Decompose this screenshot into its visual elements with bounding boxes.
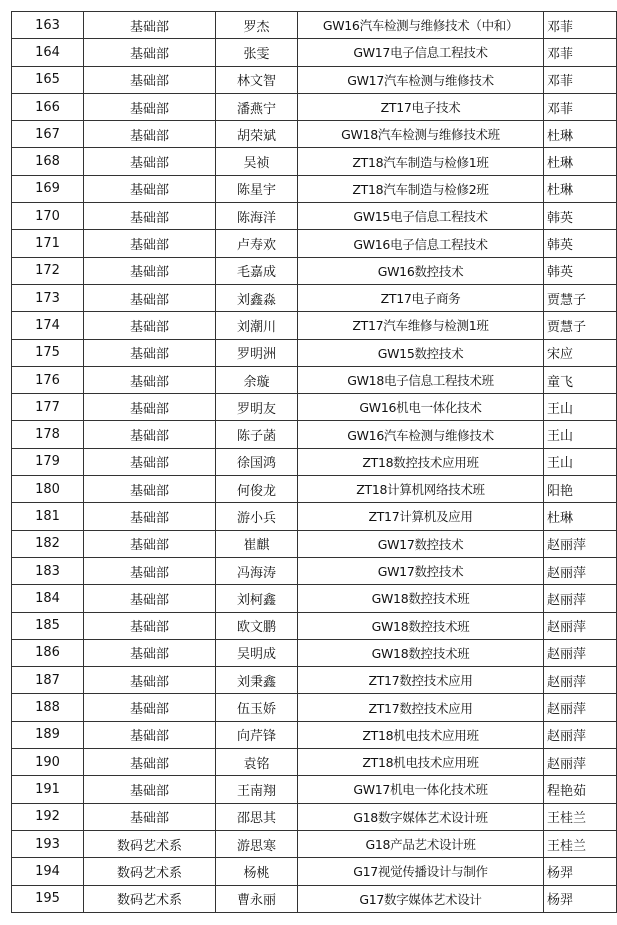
department-cell: 基础部 <box>84 448 216 475</box>
student-name-cell: 冯海涛 <box>216 557 298 584</box>
student-name-cell: 吴祯 <box>216 148 298 175</box>
row-number-cell: 178 <box>12 421 84 448</box>
department-cell: 基础部 <box>84 230 216 257</box>
class-name-cell: ZT17电子商务 <box>298 284 544 311</box>
teacher-cell: 赵丽萍 <box>544 585 617 612</box>
department-cell: 基础部 <box>84 121 216 148</box>
department-cell: 基础部 <box>84 12 216 39</box>
table-row <box>12 667 617 694</box>
table-row <box>12 366 617 393</box>
class-name-cell: ZT17数控技术应用 <box>298 667 544 694</box>
teacher-cell: 王山 <box>544 421 617 448</box>
row-number-cell: 188 <box>12 694 84 721</box>
table-row <box>12 639 617 666</box>
table-row <box>12 257 617 284</box>
student-table <box>11 11 617 913</box>
student-name-cell: 卢寿欢 <box>216 230 298 257</box>
class-name-cell: GW17数控技术 <box>298 530 544 557</box>
department-cell: 基础部 <box>84 503 216 530</box>
table-row <box>12 39 617 66</box>
student-name-cell: 吴明成 <box>216 639 298 666</box>
row-number-cell: 169 <box>12 175 84 202</box>
row-number-cell: 170 <box>12 203 84 230</box>
student-name-cell: 曹永丽 <box>216 885 298 912</box>
class-name-cell: ZT18数控技术应用班 <box>298 448 544 475</box>
teacher-cell: 赵丽萍 <box>544 612 617 639</box>
row-number-cell: 189 <box>12 721 84 748</box>
row-number-cell: 167 <box>12 121 84 148</box>
department-cell: 数码艺术系 <box>84 885 216 912</box>
row-number-cell: 195 <box>12 885 84 912</box>
row-number-cell: 182 <box>12 530 84 557</box>
student-name-cell: 欧文鹏 <box>216 612 298 639</box>
teacher-cell: 邓菲 <box>544 12 617 39</box>
teacher-cell: 王山 <box>544 394 617 421</box>
teacher-cell: 王山 <box>544 448 617 475</box>
table-row <box>12 93 617 120</box>
student-name-cell: 余璇 <box>216 366 298 393</box>
class-name-cell: GW17汽车检测与维修技术 <box>298 66 544 93</box>
class-name-cell: GW17机电一体化技术班 <box>298 776 544 803</box>
student-name-cell: 徐国鸿 <box>216 448 298 475</box>
class-name-cell: ZT18计算机网络技术班 <box>298 476 544 503</box>
teacher-cell: 贾慧子 <box>544 312 617 339</box>
student-name-cell: 王南翔 <box>216 776 298 803</box>
teacher-cell: 杜琳 <box>544 121 617 148</box>
teacher-cell: 邓菲 <box>544 39 617 66</box>
department-cell: 基础部 <box>84 203 216 230</box>
class-name-cell: GW16电子信息工程技术 <box>298 230 544 257</box>
row-number-cell: 185 <box>12 612 84 639</box>
table-row <box>12 530 617 557</box>
table-row <box>12 476 617 503</box>
teacher-cell: 韩英 <box>544 203 617 230</box>
class-name-cell: ZT18机电技术应用班 <box>298 721 544 748</box>
class-name-cell: G18数字媒体艺术设计班 <box>298 803 544 830</box>
department-cell: 基础部 <box>84 312 216 339</box>
student-name-cell: 林文智 <box>216 66 298 93</box>
row-number-cell: 190 <box>12 749 84 776</box>
teacher-cell: 贾慧子 <box>544 284 617 311</box>
class-name-cell: GW17电子信息工程技术 <box>298 39 544 66</box>
student-name-cell: 潘燕宁 <box>216 93 298 120</box>
class-name-cell: G17数字媒体艺术设计 <box>298 885 544 912</box>
student-name-cell: 毛嘉成 <box>216 257 298 284</box>
class-name-cell: GW16机电一体化技术 <box>298 394 544 421</box>
teacher-cell: 程艳茹 <box>544 776 617 803</box>
class-name-cell: GW17数控技术 <box>298 557 544 584</box>
class-name-cell: ZT17数控技术应用 <box>298 694 544 721</box>
class-name-cell: ZT17电子技术 <box>298 93 544 120</box>
teacher-cell: 赵丽萍 <box>544 694 617 721</box>
department-cell: 基础部 <box>84 421 216 448</box>
row-number-cell: 180 <box>12 476 84 503</box>
student-name-cell: 游思寒 <box>216 830 298 857</box>
department-cell: 基础部 <box>84 585 216 612</box>
department-cell: 基础部 <box>84 667 216 694</box>
table-row <box>12 749 617 776</box>
teacher-cell: 宋应 <box>544 339 617 366</box>
class-name-cell: ZT18汽车制造与检修2班 <box>298 175 544 202</box>
teacher-cell: 赵丽萍 <box>544 667 617 694</box>
class-name-cell: GW18电子信息工程技术班 <box>298 366 544 393</box>
student-name-cell: 邵思其 <box>216 803 298 830</box>
class-name-cell: ZT17计算机及应用 <box>298 503 544 530</box>
department-cell: 基础部 <box>84 66 216 93</box>
class-name-cell: GW16汽车检测与维修技术（中和） <box>298 12 544 39</box>
class-name-cell: ZT18机电技术应用班 <box>298 749 544 776</box>
department-cell: 基础部 <box>84 530 216 557</box>
table-row <box>12 885 617 912</box>
table-row <box>12 694 617 721</box>
table-row <box>12 612 617 639</box>
row-number-cell: 183 <box>12 557 84 584</box>
student-name-cell: 刘鑫淼 <box>216 284 298 311</box>
row-number-cell: 179 <box>12 448 84 475</box>
teacher-cell: 邓菲 <box>544 66 617 93</box>
row-number-cell: 191 <box>12 776 84 803</box>
department-cell: 基础部 <box>84 749 216 776</box>
teacher-cell: 王桂兰 <box>544 830 617 857</box>
class-name-cell: GW15数控技术 <box>298 339 544 366</box>
department-cell: 基础部 <box>84 476 216 503</box>
class-name-cell: GW18数控技术班 <box>298 585 544 612</box>
department-cell: 基础部 <box>84 803 216 830</box>
teacher-cell: 赵丽萍 <box>544 530 617 557</box>
student-name-cell: 陈子菡 <box>216 421 298 448</box>
teacher-cell: 杜琳 <box>544 503 617 530</box>
department-cell: 基础部 <box>84 175 216 202</box>
row-number-cell: 192 <box>12 803 84 830</box>
teacher-cell: 邓菲 <box>544 93 617 120</box>
row-number-cell: 174 <box>12 312 84 339</box>
department-cell: 基础部 <box>84 639 216 666</box>
student-name-cell: 何俊龙 <box>216 476 298 503</box>
row-number-cell: 175 <box>12 339 84 366</box>
department-cell: 基础部 <box>84 721 216 748</box>
class-name-cell: GW18数控技术班 <box>298 612 544 639</box>
table-row <box>12 721 617 748</box>
class-name-cell: ZT18汽车制造与检修1班 <box>298 148 544 175</box>
student-name-cell: 罗明友 <box>216 394 298 421</box>
table-row <box>12 121 617 148</box>
class-name-cell: GW16数控技术 <box>298 257 544 284</box>
teacher-cell: 杜琳 <box>544 175 617 202</box>
table-row <box>12 339 617 366</box>
row-number-cell: 168 <box>12 148 84 175</box>
row-number-cell: 172 <box>12 257 84 284</box>
table-row <box>12 448 617 475</box>
student-name-cell: 崔麒 <box>216 530 298 557</box>
table-row <box>12 503 617 530</box>
class-name-cell: ZT17汽车维修与检测1班 <box>298 312 544 339</box>
teacher-cell: 赵丽萍 <box>544 557 617 584</box>
table-row <box>12 585 617 612</box>
table-row <box>12 312 617 339</box>
student-name-cell: 刘柯鑫 <box>216 585 298 612</box>
student-name-cell: 罗杰 <box>216 12 298 39</box>
table-row <box>12 203 617 230</box>
table-row <box>12 557 617 584</box>
department-cell: 数码艺术系 <box>84 830 216 857</box>
teacher-cell: 杜琳 <box>544 148 617 175</box>
teacher-cell: 阳艳 <box>544 476 617 503</box>
department-cell: 基础部 <box>84 776 216 803</box>
row-number-cell: 186 <box>12 639 84 666</box>
row-number-cell: 176 <box>12 366 84 393</box>
student-name-cell: 胡荣斌 <box>216 121 298 148</box>
table-row <box>12 230 617 257</box>
class-name-cell: G18产品艺术设计班 <box>298 830 544 857</box>
row-number-cell: 171 <box>12 230 84 257</box>
student-name-cell: 游小兵 <box>216 503 298 530</box>
department-cell: 基础部 <box>84 394 216 421</box>
teacher-cell: 韩英 <box>544 257 617 284</box>
teacher-cell: 韩英 <box>544 230 617 257</box>
department-cell: 基础部 <box>84 284 216 311</box>
row-number-cell: 181 <box>12 503 84 530</box>
department-cell: 基础部 <box>84 93 216 120</box>
student-name-cell: 杨桃 <box>216 858 298 885</box>
student-name-cell: 向芹锋 <box>216 721 298 748</box>
teacher-cell: 王桂兰 <box>544 803 617 830</box>
department-cell: 基础部 <box>84 339 216 366</box>
student-name-cell: 罗明洲 <box>216 339 298 366</box>
row-number-cell: 173 <box>12 284 84 311</box>
table-row <box>12 421 617 448</box>
row-number-cell: 165 <box>12 66 84 93</box>
student-name-cell: 伍玉娇 <box>216 694 298 721</box>
teacher-cell: 赵丽萍 <box>544 721 617 748</box>
table-row <box>12 148 617 175</box>
student-name-cell: 陈星宇 <box>216 175 298 202</box>
table-row <box>12 66 617 93</box>
department-cell: 数码艺术系 <box>84 858 216 885</box>
table-row <box>12 175 617 202</box>
student-name-cell: 刘秉鑫 <box>216 667 298 694</box>
department-cell: 基础部 <box>84 257 216 284</box>
class-name-cell: GW16汽车检测与维修技术 <box>298 421 544 448</box>
department-cell: 基础部 <box>84 39 216 66</box>
teacher-cell: 童飞 <box>544 366 617 393</box>
teacher-cell: 赵丽萍 <box>544 639 617 666</box>
table-row <box>12 858 617 885</box>
department-cell: 基础部 <box>84 557 216 584</box>
row-number-cell: 184 <box>12 585 84 612</box>
row-number-cell: 194 <box>12 858 84 885</box>
class-name-cell: GW18数控技术班 <box>298 639 544 666</box>
row-number-cell: 187 <box>12 667 84 694</box>
table-row <box>12 803 617 830</box>
department-cell: 基础部 <box>84 612 216 639</box>
class-name-cell: GW18汽车检测与维修技术班 <box>298 121 544 148</box>
department-cell: 基础部 <box>84 366 216 393</box>
teacher-cell: 赵丽萍 <box>544 749 617 776</box>
row-number-cell: 177 <box>12 394 84 421</box>
row-number-cell: 163 <box>12 12 84 39</box>
row-number-cell: 166 <box>12 93 84 120</box>
table-row <box>12 830 617 857</box>
table-row <box>12 776 617 803</box>
teacher-cell: 杨羿 <box>544 858 617 885</box>
teacher-cell: 杨羿 <box>544 885 617 912</box>
department-cell: 基础部 <box>84 148 216 175</box>
row-number-cell: 164 <box>12 39 84 66</box>
department-cell: 基础部 <box>84 694 216 721</box>
row-number-cell: 193 <box>12 830 84 857</box>
table-row <box>12 394 617 421</box>
class-name-cell: GW15电子信息工程技术 <box>298 203 544 230</box>
table-row <box>12 284 617 311</box>
student-name-cell: 陈海洋 <box>216 203 298 230</box>
class-name-cell: G17视觉传播设计与制作 <box>298 858 544 885</box>
table-body <box>12 12 617 913</box>
table-row <box>12 12 617 39</box>
student-name-cell: 袁铭 <box>216 749 298 776</box>
student-name-cell: 张雯 <box>216 39 298 66</box>
student-name-cell: 刘潮川 <box>216 312 298 339</box>
